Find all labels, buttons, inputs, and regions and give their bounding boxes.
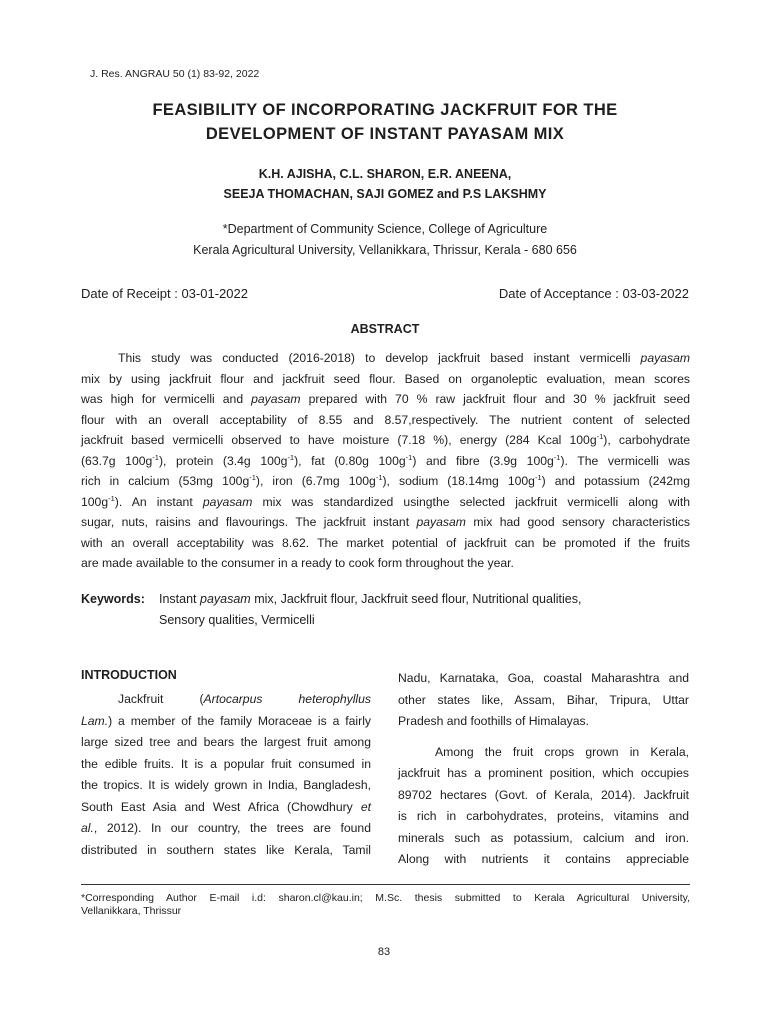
body-line: al., 2012). In our country, the trees are found	[81, 821, 371, 835]
introduction-right-column	[398, 668, 689, 871]
abstract-line: are made available to the consumer in a ready to cook form throughout the year.	[81, 556, 514, 570]
body-line: minerals such as potassium, calcium and iron.	[398, 830, 689, 845]
body-line: large sized tree and bears the largest fruit among	[81, 735, 371, 749]
author-line: K.H. AJISHA, C.L. SHARON, E.R. ANEENA,	[258, 167, 512, 181]
body-line: Along with nutrients it contains appreciable	[398, 852, 689, 866]
abstract-line: This study was conducted (2016-2018) to develop jackfruit based instant vermicelli payasam	[118, 351, 690, 365]
abstract-line: sugar, nuts, raisins and flavourings. The jackfruit instant payasam mix had good sensory characteristics	[81, 515, 690, 529]
body-line: Jackfruit (Artocarpus heterophyllus	[118, 692, 372, 706]
body-line: distributed in southern states like Kerala, Tamil	[81, 842, 371, 857]
abstract-line: was high for vermicelli and payasam prepared with 70 % raw jackfruit flour and 30 % jackfruit seed	[81, 392, 690, 406]
paper-title	[80, 98, 690, 146]
keywords-line: Sensory qualities, Vermicelli	[159, 612, 315, 627]
body-line: Lam.) a member of the family Moraceae is a fairly	[81, 713, 371, 728]
footnote-divider	[81, 884, 690, 885]
footnote-line: *Corresponding Author E-mail i.d: sharon.cl@kau.in; M.Sc. thesis submitted to Kerala Agricultural University,	[81, 892, 690, 904]
date-of-acceptance: Date of Acceptance : 03-03-2022	[498, 286, 689, 301]
keywords-line: Instant payasam mix, Jackfruit flour, Jackfruit seed flour, Nutritional qualities,	[159, 592, 582, 606]
corresponding-author-footnote	[81, 892, 690, 918]
journal-reference: J. Res. ANGRAU 50 (1) 83-92, 2022	[90, 68, 260, 80]
body-line: Pradesh and foothills of Himalayas.	[398, 714, 590, 728]
affiliation-line: Kerala Agricultural University, Vellanikkara, Thrissur, Kerala - 680 656	[193, 243, 577, 257]
body-line: Nadu, Karnataka, Goa, coastal Maharashtra and	[398, 671, 689, 685]
body-line: the tropics. It is widely grown in India, Bangladesh,	[81, 778, 371, 792]
abstract-line: rich in calcium (53mg $100g^{-1}$), iron (6.7mg $100g^{-1}$), sodium (18.14mg $100g^{-1}$) and potassium (242mg	[81, 472, 690, 488]
paragraph-gap	[398, 733, 689, 742]
body-line: other states like, Assam, Bihar, Tripura, Uttar	[398, 692, 689, 707]
page-number: 83	[377, 946, 391, 958]
date-of-receipt: Date of Receipt : 03-01-2022	[81, 286, 248, 301]
abstract-line: with an overall acceptability was 8.62. The market potential of jackfruit can be promoted if the fruits	[81, 535, 690, 550]
keywords-list	[159, 589, 689, 630]
body-line: the edible fruits. It is a popular fruit consumed in	[81, 756, 371, 771]
affiliation	[80, 219, 690, 261]
abstract-line: mix by using jackfruit flour and jackfruit seed flour. Based on organoleptic evaluation, mean scores	[81, 371, 690, 386]
abstract-line: $100g^{-1}$). An instant payasam mix was standardized usingthe selected jackfruit vermicelli along with	[81, 493, 690, 509]
abstract-heading: ABSTRACT	[350, 322, 420, 336]
abstract-line: jackfruit based vermicelli observed to have moisture (7.18 %), energy (284 Kcal $100g^{-1}$), carbohydrate	[81, 431, 690, 447]
title-line: DEVELOPMENT OF INSTANT PAYASAM MIX	[205, 125, 565, 143]
body-line: Among the fruit crops grown in Kerala,	[435, 744, 689, 759]
introduction-heading: INTRODUCTION	[81, 668, 177, 682]
body-line: is rich in carbohydrates, proteins, vitamins and	[398, 809, 689, 823]
author-line: SEEJA THOMACHAN, SAJI GOMEZ and P.S LAKSHMY	[223, 187, 547, 201]
body-line: jackfruit has a prominent position, which occupies	[398, 766, 689, 780]
abstract-line: (63.7g $100g^{-1}$), protein (3.4g $100g^{-1}$), fat (0.80g $100g^{-1}$) and fibre (3.9g $100g^{-1}$). The vermicelli was	[81, 452, 691, 468]
keywords-label: Keywords:	[81, 592, 145, 606]
title-line: FEASIBILITY OF INCORPORATING JACKFRUIT FOR THE	[152, 101, 618, 119]
introduction-left-column	[81, 689, 371, 861]
author-list	[80, 164, 690, 204]
body-line: 89702 hectares (Govt. of Kerala, 2014). Jackfruit	[398, 787, 689, 802]
abstract-text	[81, 348, 690, 574]
footnote-line: Vellanikkara, Thrissur	[81, 905, 182, 917]
abstract-line: flour with an overall acceptability of 8.55 and 8.57,respectively. The nutrient content of selected	[81, 412, 690, 427]
affiliation-line: *Department of Community Science, College of Agriculture	[222, 222, 548, 236]
body-line: South East Asia and West Africa (Chowdhury et	[81, 799, 371, 814]
